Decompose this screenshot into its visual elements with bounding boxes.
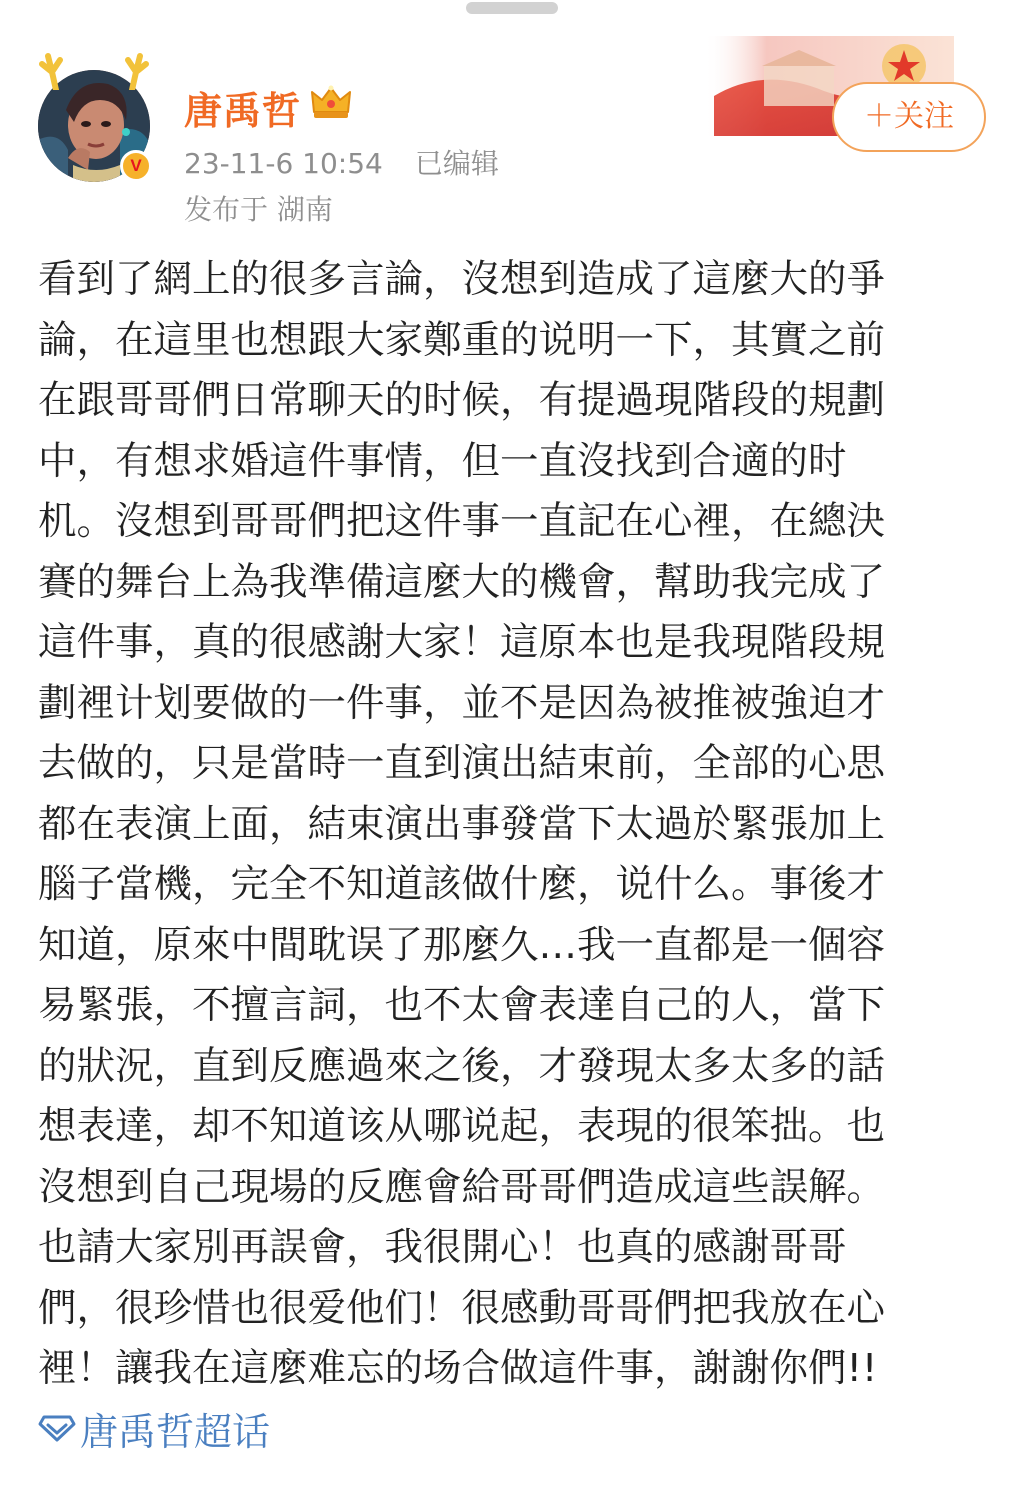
- post-meta: [184, 142, 499, 182]
- post-body-line: 中，有想求婚這件事情，但一直沒找到合適的时: [38, 438, 847, 484]
- author-name[interactable]: 唐禹哲: [184, 89, 302, 133]
- post-body-line: 易緊張，不擅言詞，也不太會表達自己的人，當下: [38, 983, 886, 1028]
- post-body-line: 論，在這里也想跟大家鄭重的说明一下，其實之前: [38, 317, 886, 363]
- post-body-line: 看到了網上的很多言論，沒想到造成了這麼大的爭: [38, 257, 886, 302]
- post-body-line: 去做的，只是當時一直到演出結束前，全部的心思: [38, 741, 886, 786]
- post-body-line: 腦子當機，完全不知道該做什麼，说什么。事後才: [38, 862, 886, 907]
- follow-button[interactable]: ＋关注: [832, 82, 986, 152]
- post-body-line: 知道，原來中間耽误了那麼久…我一直都是一個容: [38, 922, 886, 968]
- post-body-line: 劃裡计划要做的一件事，並不是因為被推被強迫才: [38, 680, 886, 726]
- post-body-line: 賽的舞台上為我準備這麼大的機會，幫助我完成了: [38, 559, 886, 605]
- sheet-grab-handle[interactable]: [466, 2, 558, 14]
- edited-label[interactable]: 已编辑: [414, 147, 499, 180]
- super-topic-diamond-icon: [38, 1413, 76, 1443]
- post-body: [38, 250, 988, 1400]
- post-body-line: 沒想到自己現場的反應會給哥哥們造成這些誤解。: [38, 1164, 886, 1210]
- post-body-line: 的狀況，直到反應過來之後，才發現太多太多的話: [38, 1043, 886, 1089]
- antler-left-icon: [34, 50, 74, 90]
- post-body-line: 也請大家別再誤會，我很開心！也真的感謝哥哥: [38, 1225, 847, 1270]
- post-location: 发布于 湖南: [184, 193, 333, 226]
- post-time: 23-11-6 10:54: [184, 147, 383, 180]
- post-body-line: 想表達，却不知道该从哪说起，表現的很笨拙。也: [38, 1104, 886, 1149]
- super-topic-link[interactable]: [38, 1400, 270, 1456]
- super-topic-label[interactable]: 唐禹哲超话: [80, 1409, 271, 1454]
- crown-icon[interactable]: [310, 84, 352, 120]
- post-body-line: 机。沒想到哥哥們把这件事一直記在心裡，在總決: [38, 499, 886, 544]
- avatar[interactable]: [38, 70, 150, 182]
- antler-right-icon: [114, 50, 154, 90]
- post-body-line: 都在表演上面，結束演出事發當下太過於緊張加上: [38, 801, 886, 847]
- post-body-line: 這件事，真的很感謝大家！這原本也是我現階段規: [38, 620, 886, 665]
- verified-v-badge-icon: V: [120, 150, 152, 182]
- post-body-line: 裡！讓我在這麼难忘的场合做這件事，謝謝你們!!: [38, 1346, 878, 1391]
- post-body-line: 在跟哥哥們日常聊天的时候，有提過現階段的規劃: [38, 378, 886, 423]
- post-body-line: 們，很珍惜也很爱他们！很感動哥哥們把我放在心: [38, 1285, 886, 1331]
